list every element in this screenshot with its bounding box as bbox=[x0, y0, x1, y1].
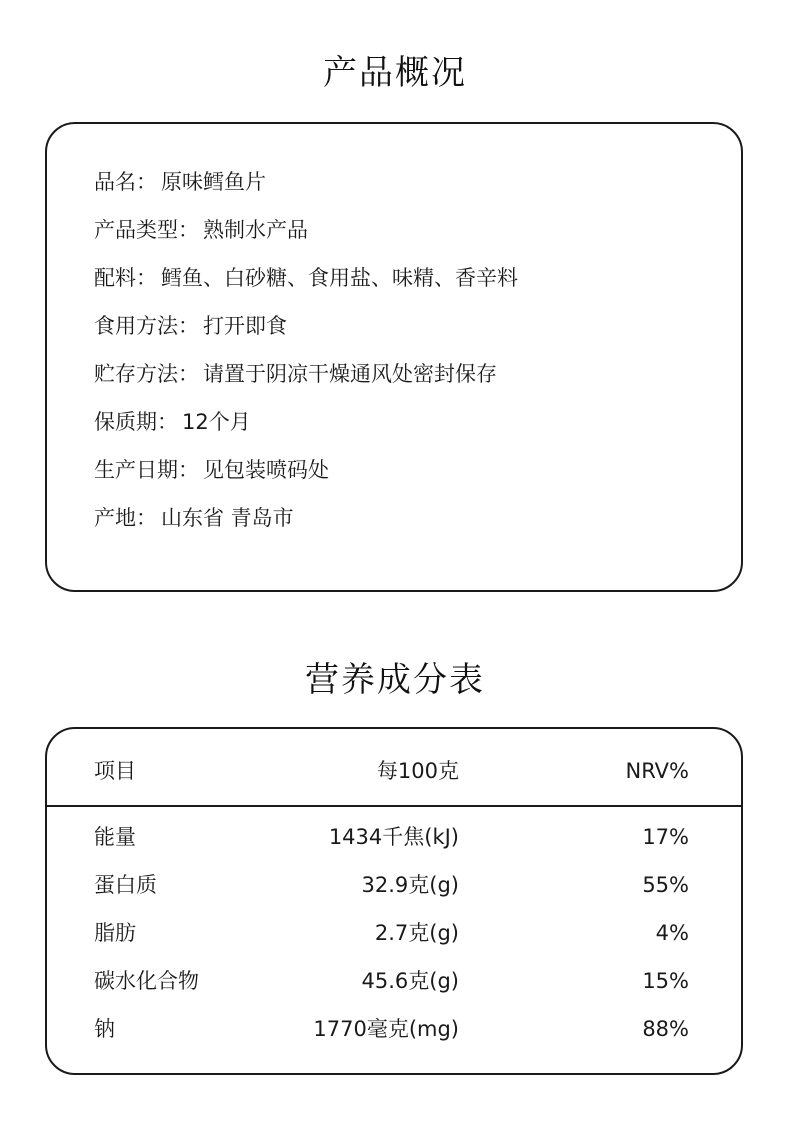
info-separator: ： bbox=[157, 410, 178, 434]
nutrition-title: 营养成分表 bbox=[305, 660, 485, 700]
info-label: 配料 bbox=[94, 266, 136, 290]
overview-list bbox=[94, 166, 518, 550]
overview-card bbox=[45, 122, 743, 592]
info-value: 见包装喷码处 bbox=[203, 458, 329, 482]
info-value: 原味鳕鱼片 bbox=[161, 170, 266, 194]
info-label: 产地 bbox=[94, 506, 136, 530]
table-row bbox=[47, 917, 741, 965]
nutrient-nrv: 55% bbox=[642, 873, 689, 897]
nutrition-body bbox=[47, 821, 741, 1061]
info-value: 打开即食 bbox=[203, 314, 287, 338]
nutrient-name: 蛋白质 bbox=[94, 873, 157, 897]
info-value: 熟制水产品 bbox=[203, 218, 308, 242]
overview-title: 产品概况 bbox=[323, 53, 467, 93]
info-label: 产品类型 bbox=[94, 218, 178, 242]
info-value: 山东省 青岛市 bbox=[161, 506, 294, 530]
info-label: 保质期 bbox=[94, 410, 157, 434]
nutrient-per100: 45.6克(g) bbox=[361, 969, 459, 993]
info-label: 贮存方法 bbox=[94, 362, 178, 386]
nutrient-nrv: 17% bbox=[642, 825, 689, 849]
nutrient-name: 钠 bbox=[94, 1017, 115, 1041]
nutrient-name: 脂肪 bbox=[94, 921, 136, 945]
nutrient-per100: 32.9克(g) bbox=[361, 873, 459, 897]
info-row-usage bbox=[94, 310, 518, 358]
nutrient-nrv: 15% bbox=[642, 969, 689, 993]
table-row bbox=[47, 869, 741, 917]
info-separator: ： bbox=[178, 314, 199, 338]
header-per100: 每100克 bbox=[376, 759, 459, 783]
info-separator: ： bbox=[178, 362, 199, 386]
info-separator: ： bbox=[136, 506, 157, 530]
info-value: 请置于阴凉干燥通风处密封保存 bbox=[203, 362, 497, 386]
nutrient-per100: 1434千焦(kJ) bbox=[328, 825, 459, 849]
info-separator: ： bbox=[178, 218, 199, 242]
nutrient-nrv: 4% bbox=[655, 921, 689, 945]
info-value: 12个月 bbox=[182, 410, 251, 434]
info-row-production-date bbox=[94, 454, 518, 502]
table-row bbox=[47, 821, 741, 869]
nutrient-name: 能量 bbox=[94, 825, 136, 849]
nutrient-per100: 1770毫克(mg) bbox=[313, 1017, 459, 1041]
info-value: 鳕鱼、白砂糖、食用盐、味精、香辛料 bbox=[161, 266, 518, 290]
info-row-shelf-life bbox=[94, 406, 518, 454]
info-separator: ： bbox=[178, 458, 199, 482]
info-row-ingredients bbox=[94, 262, 518, 310]
nutrition-table bbox=[45, 727, 743, 1075]
info-row-product-type bbox=[94, 214, 518, 262]
header-item: 项目 bbox=[94, 759, 136, 783]
nutrient-name: 碳水化合物 bbox=[94, 969, 199, 993]
nutrition-header-row bbox=[47, 729, 741, 807]
info-label: 食用方法 bbox=[94, 314, 178, 338]
nutrient-nrv: 88% bbox=[642, 1017, 689, 1041]
info-separator: ： bbox=[136, 170, 157, 194]
info-label: 生产日期 bbox=[94, 458, 178, 482]
header-nrv: NRV% bbox=[625, 759, 689, 783]
info-row-origin bbox=[94, 502, 518, 550]
info-row-product-name bbox=[94, 166, 518, 214]
nutrient-per100: 2.7克(g) bbox=[374, 921, 459, 945]
info-label: 品名 bbox=[94, 170, 136, 194]
table-row bbox=[47, 965, 741, 1013]
info-separator: ： bbox=[136, 266, 157, 290]
table-row bbox=[47, 1013, 741, 1061]
info-row-storage bbox=[94, 358, 518, 406]
